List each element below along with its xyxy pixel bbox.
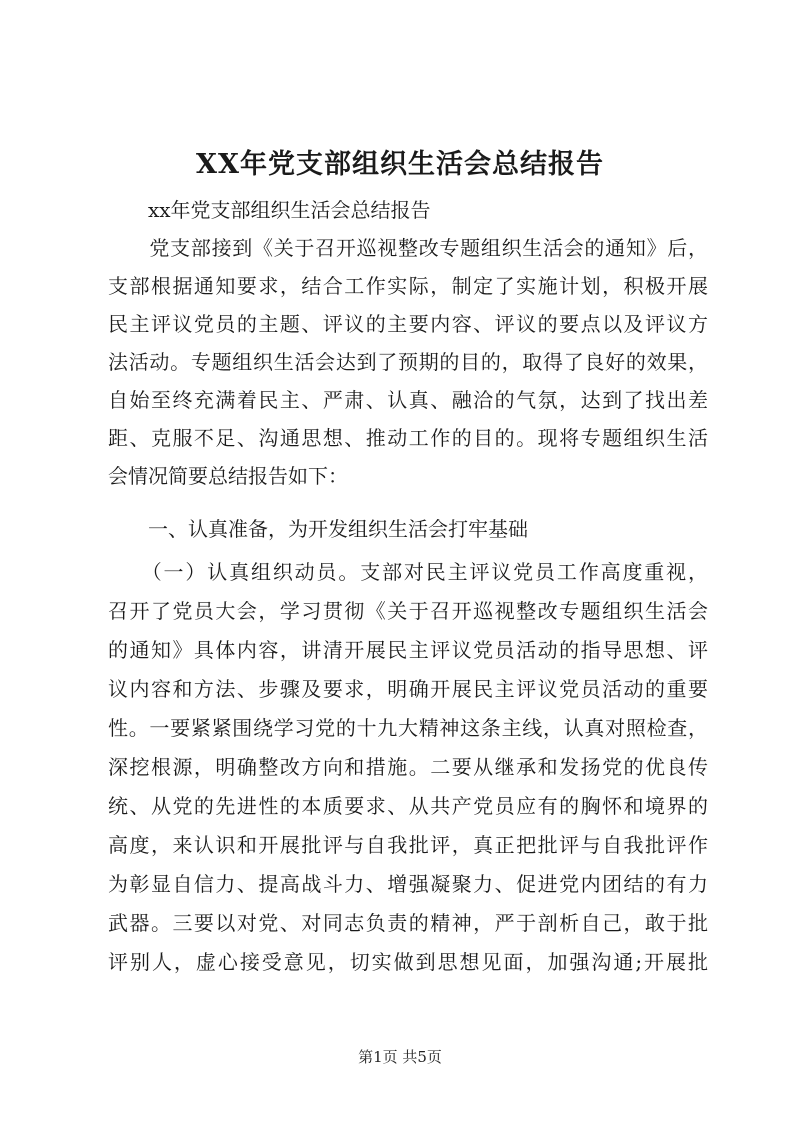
body-line-3: 民主评议党员的主题、评议的主要内容、评议的要点以及评议方 bbox=[108, 312, 708, 336]
body-line-5: 自始至终充满着民主、严肃、认真、融洽的气氛，达到了找出差 bbox=[108, 388, 708, 412]
body-line-14: 深挖根源，明确整改方向和措施。二要从继承和发扬党的优良传 bbox=[108, 755, 708, 779]
body-line-7: 会情况简要总结报告如下： bbox=[108, 464, 348, 488]
body-line-4: 法活动。专题组织生活会达到了预期的目的，取得了良好的效果， bbox=[108, 350, 708, 374]
body-line-9: （一）认真组织动员。支部对民主评议党员工作高度重视， bbox=[108, 560, 708, 584]
body-line-10: 召开了党员大会，学习贯彻《关于召开巡视整改专题组织生活会 bbox=[108, 599, 708, 623]
body-line-6: 距、克服不足、沟通思想、推动工作的目的。现将专题组织生活 bbox=[108, 426, 708, 450]
body-line-16: 高度，来认识和开展批评与自我批评，真正把批评与自我批评作 bbox=[108, 833, 708, 857]
body-line-19: 评别人，虚心接受意见，切实做到思想见面，加强沟通;开展批 bbox=[108, 950, 708, 974]
body-line-11: 的通知》具体内容，讲清开展民主评议党员活动的指导思想、评 bbox=[108, 638, 708, 662]
subtitle-line: xx年党支部组织生活会总结报告 bbox=[108, 198, 431, 222]
body-line-17: 为彰显自信力、提高战斗力、增强凝聚力、促进党内团结的有力 bbox=[108, 872, 708, 896]
document-title: XX年党支部组织生活会总结报告 bbox=[196, 149, 604, 180]
body-line-15: 统、从党的先进性的本质要求、从共产党员应有的胸怀和境界的 bbox=[108, 794, 708, 818]
section-heading-1: 一、认真准备，为开发组织生活会打牢基础 bbox=[108, 517, 528, 541]
body-line-13: 性。一要紧紧围绕学习党的十九大精神这条主线，认真对照检查， bbox=[108, 716, 708, 740]
body-line-18: 武器。三要以对党、对同志负责的精神，严于剖析自己，敢于批 bbox=[108, 911, 708, 935]
body-line-12: 议内容和方法、步骤及要求，明确开展民主评议党员活动的重要 bbox=[108, 677, 708, 701]
body-line-2: 支部根据通知要求，结合工作实际，制定了实施计划，积极开展 bbox=[108, 274, 708, 298]
page-number-footer: 第1页 共5页 bbox=[358, 1048, 442, 1066]
body-line-1: 党支部接到《关于召开巡视整改专题组织生活会的通知》后， bbox=[108, 236, 708, 260]
